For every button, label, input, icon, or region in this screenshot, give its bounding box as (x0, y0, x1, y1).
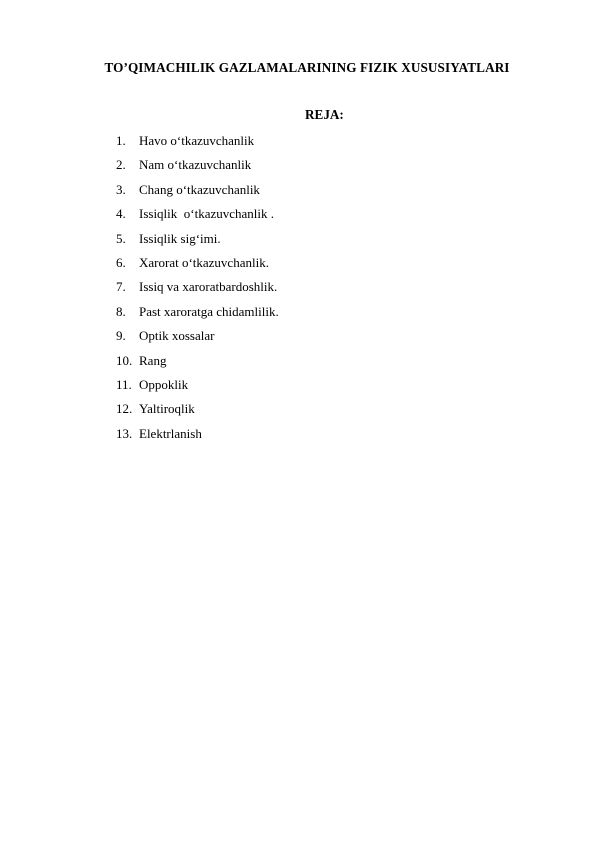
list-item (116, 202, 279, 226)
list-item-number: 13. (116, 425, 133, 441)
list-item (116, 300, 279, 324)
list-item (116, 397, 279, 421)
list-item (116, 422, 279, 446)
list-item (116, 153, 279, 177)
list-item-text: Oppoklik (139, 376, 189, 392)
list-item-number: 2. (116, 157, 126, 173)
list-item (116, 251, 279, 275)
list-item-text: Elektrlanish (139, 425, 202, 441)
list-item (116, 275, 279, 299)
list-item-text: Chang o‘tkazuvchanlik (139, 181, 260, 197)
list-item-number: 6. (116, 254, 126, 270)
list-item-number: 1. (116, 133, 126, 148)
list-item-text: Nam o‘tkazuvchanlik (139, 157, 252, 173)
list-item-number: 5. (116, 230, 126, 246)
plan-list (116, 129, 279, 446)
list-item-text: Havo o‘tkazuvchanlik (139, 133, 255, 148)
list-item-number: 10. (116, 352, 133, 368)
plan-heading: REJA: (305, 107, 344, 122)
list-item (116, 324, 279, 348)
list-item-number: 3. (116, 181, 126, 197)
list-item-number: 9. (116, 328, 126, 344)
document-title: TO’QIMACHILIK GAZLAMALARINING FIZIK XUSUSIYATLARI (104, 60, 510, 75)
list-item-text: Yaltiroqlik (139, 401, 195, 417)
list-item (116, 373, 279, 397)
list-item (116, 227, 279, 251)
list-item-text: Past xaroratga chidamlilik. (139, 303, 279, 319)
list-item-text: Issiqlik o‘tkazuvchanlik . (139, 206, 275, 222)
list-item-number: 7. (116, 279, 126, 295)
list-item-text: Issiq va xaroratbardoshlik. (139, 279, 278, 295)
list-item-number: 11. (116, 376, 132, 392)
list-item-text: Xarorat o‘tkazuvchanlik. (139, 254, 269, 270)
list-item-text: Issiqlik sig‘imi. (139, 230, 221, 246)
list-item-number: 12. (116, 401, 133, 417)
list-item-number: 4. (116, 206, 126, 222)
list-item-text: Optik xossalar (139, 328, 215, 344)
list-item (116, 178, 279, 202)
list-item-text: Rang (139, 352, 167, 368)
list-item (116, 129, 279, 153)
list-item (116, 349, 279, 373)
list-item-number: 8. (116, 303, 126, 319)
